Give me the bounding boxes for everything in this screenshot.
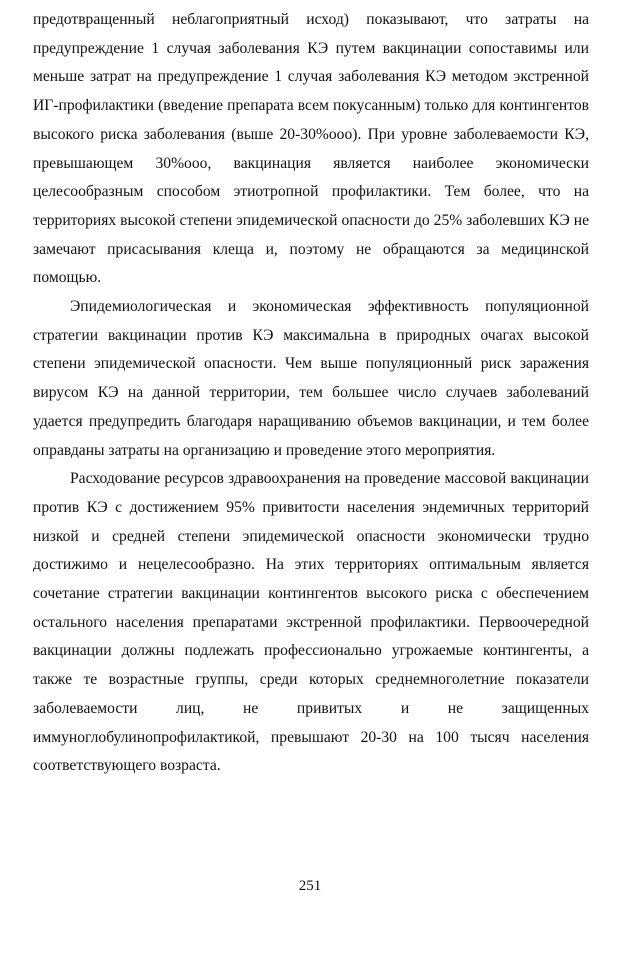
paragraph-resources: Расходование ресурсов здравоохранения на проведение массовой вакцинации против КЭ с достижением 95% привитости населения эндемичных территорий низкой и средней степени эпидемической опасности экономически трудно достижимо и нецелесообразно. На этих территориях оптимальным является сочетание стратегии вакцинации контингентов высокого риска с обеспечением остального населения препаратами экстренной профилактики. Первоочередной вакцинации должны подлежать профессионально угрожаемые контингенты, а также те возрастные группы, среди которых среднемноголетние показатели заболеваемости лиц, не привитых и не защищенных иммуноглобулинопрофилактикой, превышают 20-30 на 100 тысяч населения соответствующего возраста. xyxy=(33,470,589,775)
paragraph-continuation: предотвращенный неблагоприятный исход) показывают, что затраты на предупреждение 1 случая заболевания КЭ путем вакцинации сопоставимы или меньше затрат на предупреждение 1 случая заболевания КЭ методом экстренной ИГ-профилактики (введение препарата всем покусанным) только для контингентов высокого риска заболевания (выше 20-30%ooo). При уровне заболеваемости КЭ, превышающем 30%ooo, вакцинация является наиболее экономически целесообразным способом этиотропной профилактики. Тем более, что на территориях высокой степени эпидемической опасности до 25% заболевших КЭ не замечают присасывания клеща и, поэтому не обращаются за медицинской помощью. xyxy=(33,11,589,287)
paragraph-effectiveness: Эпидемиологическая и экономическая эффективность популяционной стратегии вакцинации против КЭ максимальна в природных очагах высокой степени эпидемической опасности. Чем выше популяционный риск заражения вирусом КЭ на данной территории, тем большее число случаев заболеваний удается предупредить благодаря наращиванию объемов вакцинации, и тем более оправданы затраты на организацию и проведение этого мероприятия. xyxy=(33,298,589,459)
page-body xyxy=(33,6,589,781)
page-number: 251 xyxy=(298,878,322,894)
